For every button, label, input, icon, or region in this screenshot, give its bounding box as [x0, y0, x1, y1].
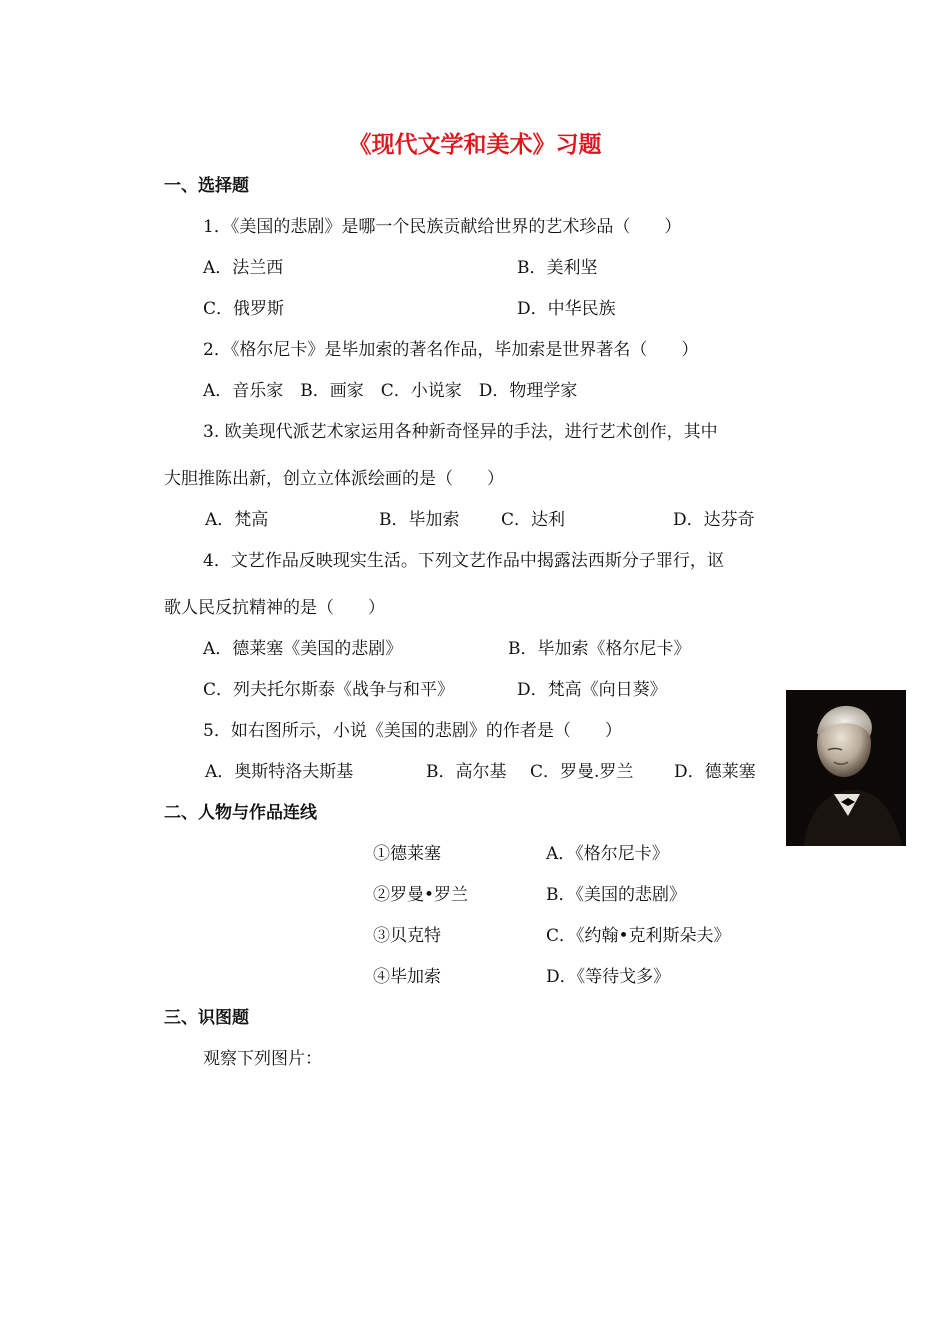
question-5-option-c: C．罗曼.罗兰: [530, 762, 634, 782]
question-3-option-d: D．达芬奇: [673, 510, 755, 530]
question-4-option-d: D．梵高《向日葵》: [517, 680, 667, 700]
section-heading-matching: 二、人物与作品连线: [164, 803, 317, 823]
matching-person-3: ③贝克特: [373, 926, 441, 946]
question-4-option-c: C．列夫托尔斯泰《战争与和平》: [203, 680, 455, 700]
question-5-stem: 5．如右图所示，小说《美国的悲剧》的作者是（ ）: [203, 721, 622, 741]
section-heading-choice: 一、选择题: [164, 176, 249, 196]
question-4-stem-line-2: 歌人民反抗精神的是（ ）: [164, 598, 385, 618]
question-5-option-d: D．德莱塞: [674, 762, 756, 782]
question-4-option-a: A．德莱塞《美国的悲剧》: [203, 639, 403, 659]
question-3-option-a: A．梵高: [205, 510, 269, 530]
question-1-option-a: A．法兰西: [203, 258, 284, 278]
page-title: 《现代文学和美术》习题: [348, 131, 602, 158]
matching-person-4: ④毕加索: [373, 967, 441, 987]
question-3-stem-line-2: 大胆推陈出新，创立立体派绘画的是（ ）: [164, 469, 504, 489]
question-1-option-d: D．中华民族: [517, 299, 616, 319]
question-5-option-b: B．高尔基: [426, 762, 507, 782]
question-5-option-a: A．奥斯特洛夫斯基: [205, 762, 354, 782]
section-heading-picture: 三、识图题: [164, 1008, 249, 1028]
question-2-stem: 2．《格尔尼卡》是毕加索的著名作品，毕加索是世界著名（ ）: [203, 340, 699, 360]
matching-work-b: B．《美国的悲剧》: [546, 885, 686, 905]
picture-prompt: 观察下列图片：: [203, 1049, 322, 1069]
question-3-option-b: B．毕加索: [379, 510, 460, 530]
question-4-stem-line-1: 4．文艺作品反映现实生活。下列文艺作品中揭露法西斯分子罪行，讴: [203, 551, 724, 571]
question-3-option-c: C．达利: [501, 510, 566, 530]
portrait-photo-icon: [786, 690, 906, 846]
portrait-photo: [786, 690, 906, 846]
question-4-option-b: B．毕加索《格尔尼卡》: [508, 639, 691, 659]
matching-work-a: A．《格尔尼卡》: [546, 844, 669, 864]
question-1-stem: 1．《美国的悲剧》是哪一个民族贡献给世界的艺术珍品（ ）: [203, 217, 682, 237]
question-3-stem-line-1: 3. 欧美现代派艺术家运用各种新奇怪异的手法，进行艺术创作，其中: [203, 422, 718, 442]
matching-work-d: D．《等待戈多》: [546, 967, 671, 987]
question-2-options: A．音乐家 B．画家 C．小说家 D．物理学家: [203, 381, 578, 401]
matching-work-c: C．《约翰•克利斯朵夫》: [546, 926, 731, 946]
question-1-option-b: B．美利坚: [517, 258, 598, 278]
question-1-option-c: C．俄罗斯: [203, 299, 285, 319]
matching-person-2: ②罗曼•罗兰: [373, 885, 469, 905]
matching-person-1: ①德莱塞: [373, 844, 441, 864]
